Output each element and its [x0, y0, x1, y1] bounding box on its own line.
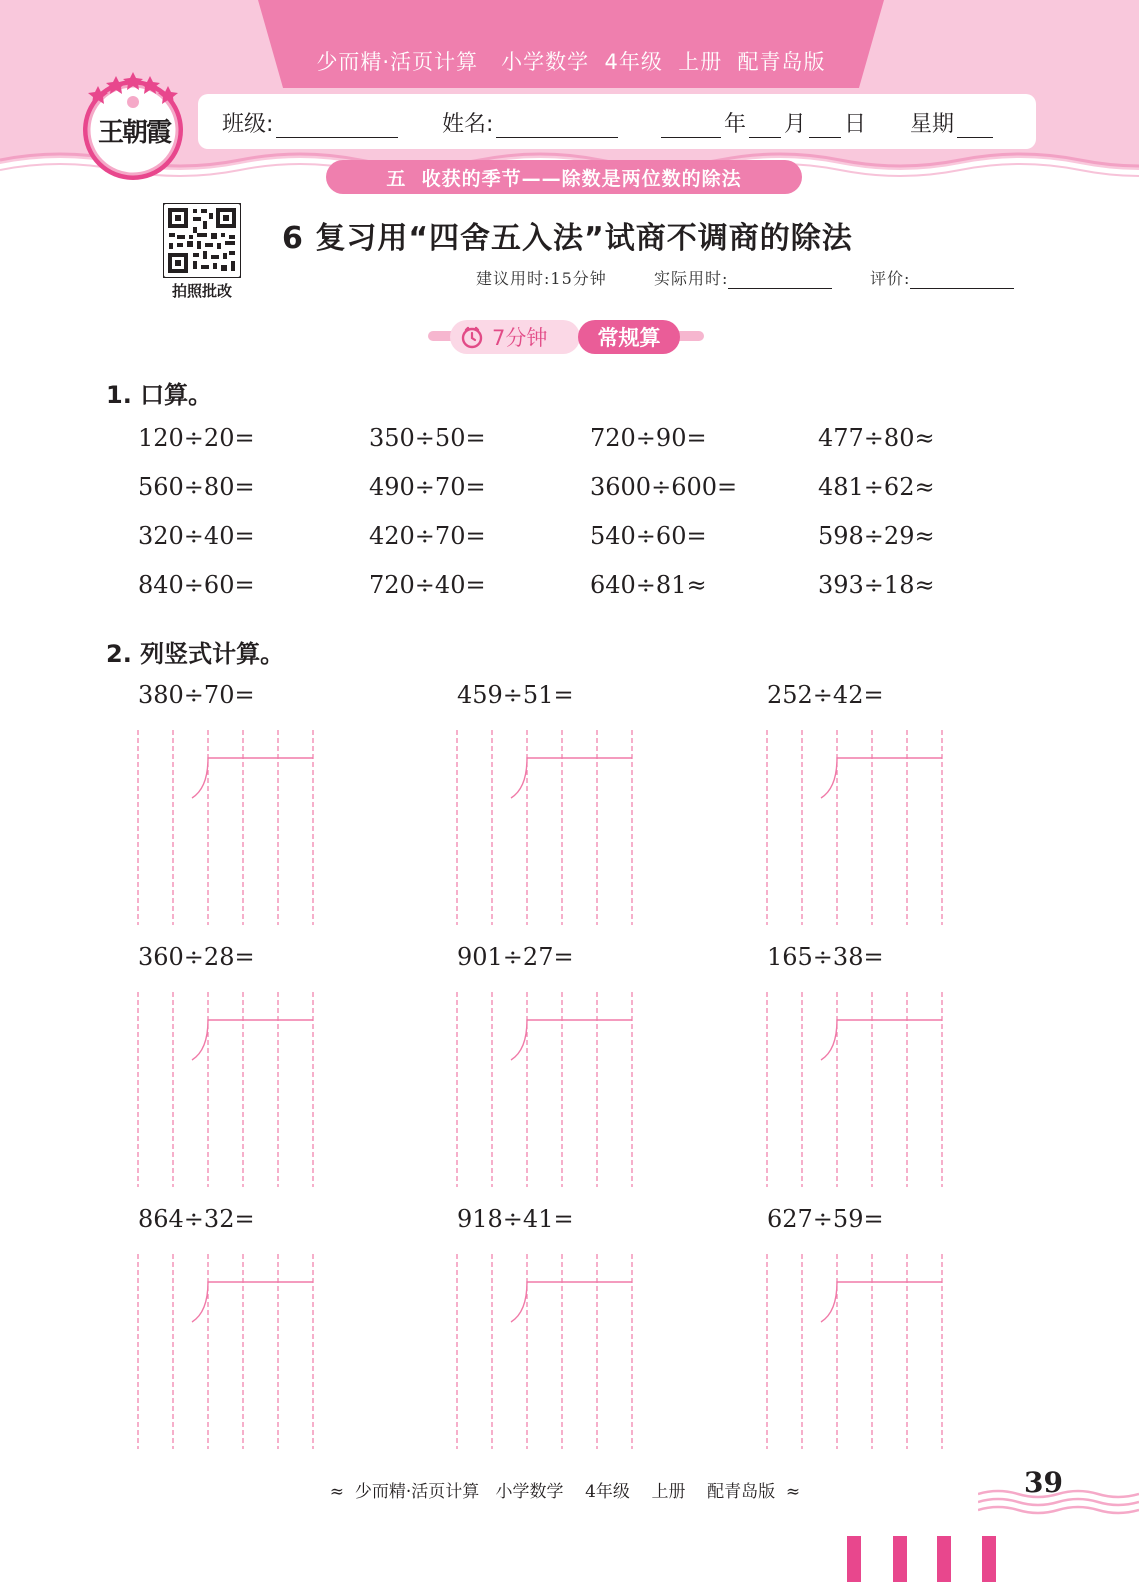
actual-time-field[interactable]: [654, 266, 832, 289]
working-grid[interactable]: [455, 1254, 635, 1454]
class-field[interactable]: [222, 107, 401, 138]
q1-heading: 1. 口算。: [106, 381, 213, 409]
oral-problem: 540÷60=: [590, 522, 707, 550]
series-title: 少而精·活页计算 小学数学 4年级 上册 配青岛版: [316, 50, 826, 74]
working-grid[interactable]: [765, 730, 945, 930]
working-grid[interactable]: [765, 992, 945, 1192]
unit-title: 五 收获的季节——除数是两位数的除法: [386, 168, 742, 190]
section-time: 7分钟: [492, 326, 548, 350]
oral-problem: 420÷70=: [369, 522, 486, 550]
vertical-problem: 360÷28=: [138, 943, 255, 971]
footer-wave: [978, 1486, 1139, 1516]
name-field[interactable]: [442, 107, 621, 138]
footer-text: ≈ 少而精·活页计算 小学数学 4年级 上册 配青岛版 ≈: [329, 1482, 801, 1502]
working-grid[interactable]: [136, 992, 316, 1192]
oral-problem: 840÷60=: [138, 571, 255, 599]
vertical-problem: 627÷59=: [767, 1205, 884, 1233]
oral-problem: 640÷81≈: [590, 571, 707, 599]
vertical-problem: 165÷38=: [767, 943, 884, 971]
thumb-tab-bar: [982, 1536, 996, 1582]
oral-problem: 720÷90=: [590, 424, 707, 452]
vertical-problem: 459÷51=: [457, 681, 574, 709]
working-grid[interactable]: [765, 1254, 945, 1454]
thumb-tab-bar: [847, 1536, 861, 1582]
day-label: 日: [844, 112, 867, 137]
evaluation-label: 评价:: [870, 269, 911, 288]
logo-text: 王朝霞: [97, 118, 170, 148]
oral-problem: 490÷70=: [369, 473, 486, 501]
clock-icon: [460, 325, 484, 349]
section-tag: 常规算: [597, 326, 661, 350]
working-grid[interactable]: [455, 730, 635, 930]
working-grid[interactable]: [455, 992, 635, 1192]
vertical-problem: 864÷32=: [138, 1205, 255, 1233]
date-field[interactable]: [658, 107, 866, 138]
weekday-field[interactable]: [910, 107, 996, 138]
class-label: 班级:: [222, 112, 274, 137]
weekday-label: 星期: [910, 112, 955, 137]
actual-time-label: 实际用时:: [654, 269, 729, 288]
qr-code-icon[interactable]: [163, 203, 241, 278]
oral-problem: 598÷29≈: [818, 522, 935, 550]
month-label: 月: [784, 112, 807, 137]
oral-problem: 720÷40=: [369, 571, 486, 599]
oral-problem: 560÷80=: [138, 473, 255, 501]
thumb-tab-bar: [893, 1536, 907, 1582]
evaluation-field[interactable]: [870, 266, 1014, 289]
student-info-box: [198, 94, 1036, 149]
name-label: 姓名:: [442, 112, 494, 137]
oral-problem: 120÷20=: [138, 424, 255, 452]
working-grid[interactable]: [136, 730, 316, 930]
oral-problem: 481÷62≈: [818, 473, 935, 501]
vertical-problem: 901÷27=: [457, 943, 574, 971]
vertical-problem: 918÷41=: [457, 1205, 574, 1233]
q2-heading: 2. 列竖式计算。: [106, 640, 285, 668]
oral-problem: 320÷40=: [138, 522, 255, 550]
lesson-title: 6 复习用“四舍五入法”试商不调商的除法: [282, 221, 853, 256]
oral-problem: 477÷80≈: [818, 424, 935, 452]
vertical-problem: 252÷42=: [767, 681, 884, 709]
qr-label: 拍照批改: [171, 282, 232, 300]
thumb-tab-bar: [937, 1536, 951, 1582]
suggested-time: 建议用时:15分钟: [476, 269, 607, 288]
oral-problem: 393÷18≈: [818, 571, 935, 599]
working-grid[interactable]: [136, 1254, 316, 1454]
oral-problem: 3600÷600=: [590, 473, 738, 501]
page-number: 39: [1024, 1466, 1063, 1499]
year-label: 年: [724, 112, 747, 137]
vertical-problem: 380÷70=: [138, 681, 255, 709]
oral-problem: 350÷50=: [369, 424, 486, 452]
